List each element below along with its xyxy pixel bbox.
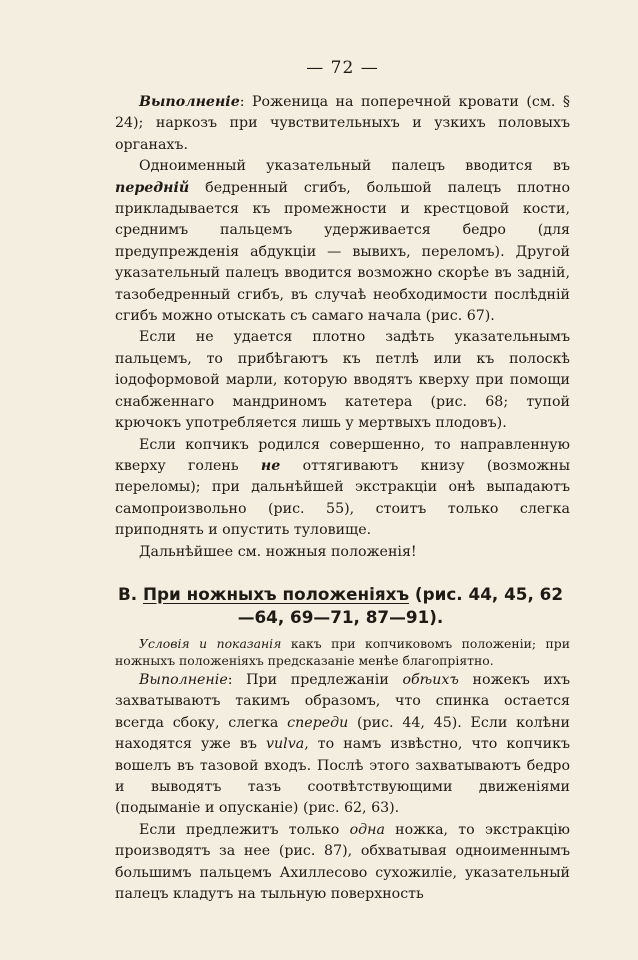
emphasis-text: одна [349, 821, 385, 838]
paragraph-text: Одноименный указательный палецъ вводится въ [139, 158, 570, 175]
paragraph-text: : Роженица на поперечной кровати (см. § 24); наркозъ при чувствительныхъ и узкихъ половыхъ органахъ. [115, 94, 570, 153]
paragraph-text: (рис. 44, 45). Если колѣни находятся уже въ [115, 714, 570, 753]
emphasis-text: спереди [287, 714, 349, 731]
paragraph-text: : При предлежаніи [227, 671, 403, 688]
paragraph-text: Если копчикъ родился совершенно, то направленную кверху голень [115, 436, 570, 474]
paragraph-text: ножка, то экстракцію производятъ за нее (рис. 87), обхватывая одноименнымъ большимъ пальцемъ Ахиллесово сухожиліе, указательный палецъ кладутъ на тыльную поверхность [115, 821, 570, 902]
paragraph-execution-intro [115, 92, 570, 156]
section-figure-refs: (рис. 44, 45, 62—64, 69—71, 87—91). [237, 583, 564, 627]
emphasis-text: обѣихъ [402, 671, 459, 688]
paragraph-text: бедренный сгибъ, большой палецъ плотно прикладывается къ промежности и крестцовой кости, среднимъ пальцемъ удерживается бедро (для предупрежденія абдукціи — вывихъ, переломъ). Другой указательный палецъ вводится возможно скорѣе въ задній, тазобедренный сгибъ, въ случаѣ необходимости послѣдній сгибъ можно отыскать съ самаго начала (рис. 67). [115, 179, 570, 325]
paragraph-see-foot: Дальнѣйшее см. ножныя положенія! [139, 543, 417, 560]
paragraph-coccyx-born [115, 435, 570, 542]
emphasis-text: передній [115, 179, 190, 196]
paragraph-finger-insertion [115, 156, 570, 327]
paragraph-text: ножекъ ихъ захватываютъ такимъ образомъ, что спинка остается всегда сбоку, слегка [115, 671, 570, 731]
paragraph-text: оттягиваютъ книзу (возможны переломы); при дальнѣйшей экстракціи онѣ выпадаютъ самопроизвольно (рис. 55), стоитъ только слегка приподнять и опустить туловище. [115, 457, 571, 539]
paragraph-single-foot [115, 820, 570, 906]
emphasis-text: не [260, 457, 281, 474]
execution-label: Выполненіе [139, 671, 228, 688]
emphasis-text: vulva [266, 736, 305, 753]
book-page [115, 58, 570, 905]
section-heading [111, 583, 570, 629]
paragraph-execution-feet [115, 670, 570, 820]
section-title-underlined: При ножныхъ положеніяхъ [142, 583, 410, 604]
paragraph-conditions [115, 635, 570, 670]
page-number: — 72 — [306, 58, 379, 78]
conditions-label: Условія и показанія [139, 635, 282, 651]
paragraph-text: , то намъ извѣстно, что копчикъ вошелъ въ тазовой входъ. Послѣ этого захватываютъ бедро и выводятъ тазъ соотвѣтствующими движеніями (подыманіе и опусканіе) (рис. 62, 63). [115, 736, 570, 817]
section-prefix: B. [117, 583, 143, 604]
execution-label: Выполненіе [139, 94, 240, 110]
paragraph-loop: Если не удается плотно задѣть указательнымъ пальцемъ, то прибѣгаютъ къ петлѣ или къ полоскѣ іодоформовой марли, которую вводятъ кверху при помощи снабженнаго мандриномъ катетера (рис. 68; тупой крючокъ употребляется лишь у мертвыхъ плодовъ). [115, 329, 570, 432]
paragraph-text: Если предлежитъ только [139, 821, 350, 838]
paragraph-text: какъ при копчиковомъ положеніи; при ножныхъ положеніяхъ предсказаніе менѣе благопріятно. [115, 635, 570, 669]
